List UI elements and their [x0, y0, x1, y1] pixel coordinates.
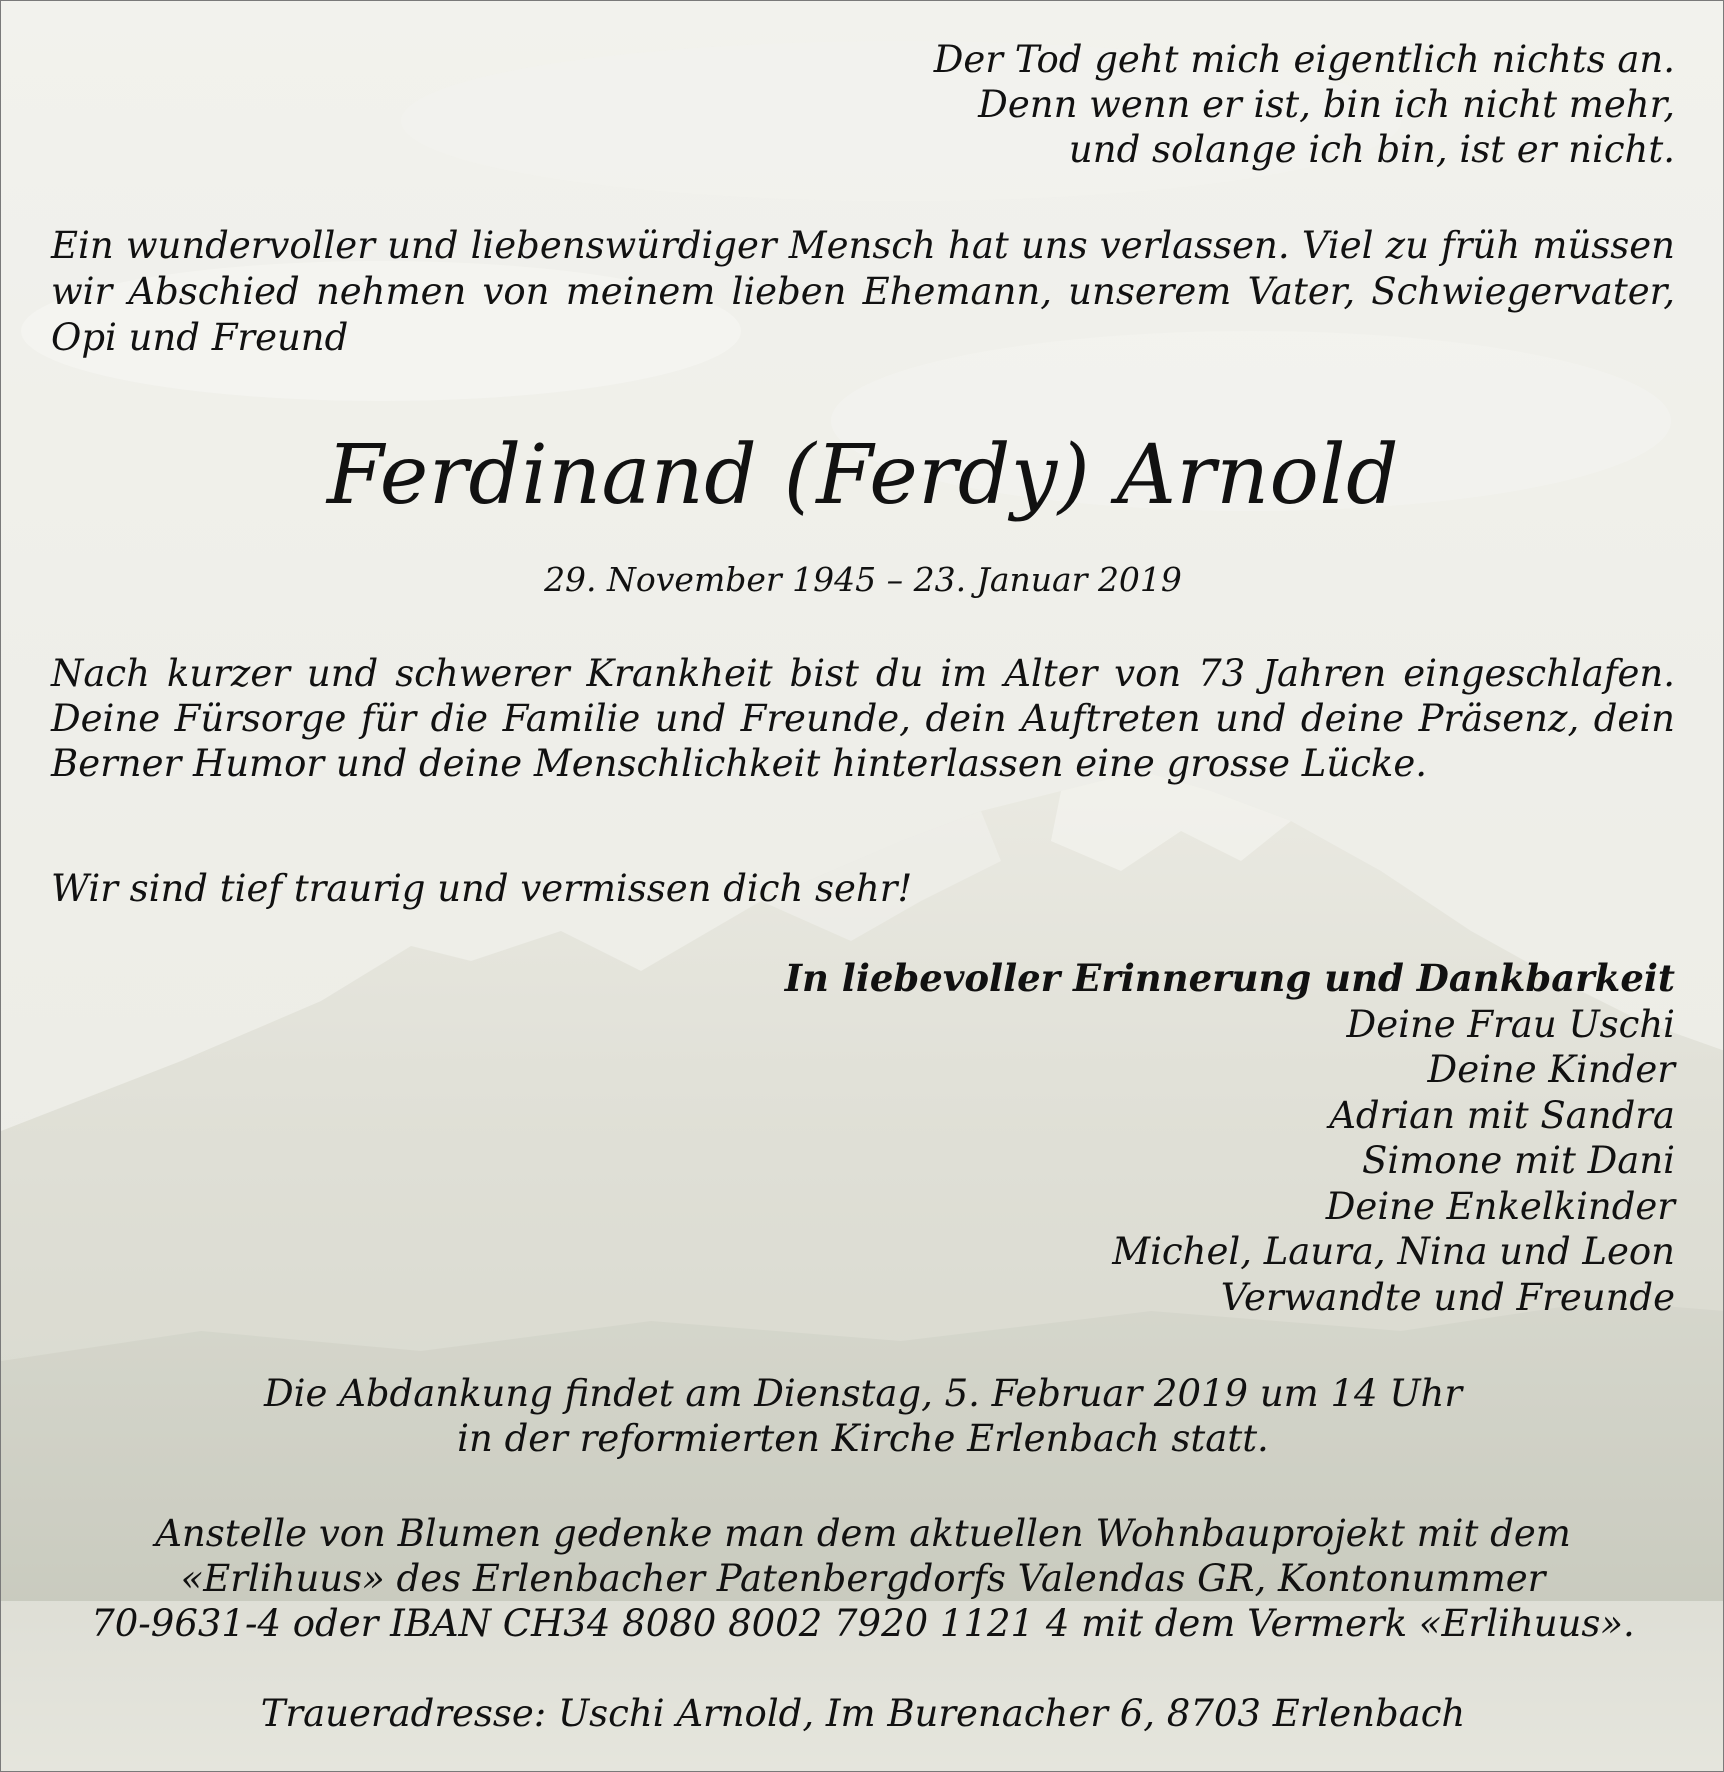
mourners-list	[51, 956, 1675, 1320]
mourner-name: Deine Kinder	[1427, 1048, 1675, 1091]
service-line: Die Abdankung findet am Dienstag, 5. Februar 2019 um 14 Uhr	[263, 1372, 1463, 1415]
quote-line: Der Tod geht mich eigentlich nichts an.	[933, 38, 1675, 81]
donation-line: «Erlihuus» des Erlenbacher Patenbergdorfs Valendas GR, Kontonummer	[180, 1557, 1546, 1600]
mourner-name: Simone mit Dani	[1362, 1139, 1675, 1182]
donation-info	[51, 1511, 1675, 1646]
donation-line: 70-9631-4 oder IBAN CH34 8080 8002 7920 1121 4 mit dem Vermerk «Erlihuus».	[91, 1602, 1635, 1645]
deceased-name: Ferdinand (Ferdy) Arnold	[326, 428, 1400, 523]
mourner-name: Adrian mit Sandra	[1329, 1093, 1675, 1137]
mourner-name: Deine Enkelkinder	[1325, 1184, 1675, 1228]
mourner-name: Verwandte und Freunde	[1220, 1275, 1675, 1319]
funeral-service-info	[51, 1371, 1675, 1461]
mourning-address: Traueradresse: Uschi Arnold, Im Burenacher 6, 8703 Erlenbach	[260, 1692, 1466, 1735]
mourner-name: Michel, Laura, Nina und Leon	[1112, 1230, 1675, 1273]
mourners-heading: In liebevoller Erinnerung und Dankbarkeit	[784, 956, 1675, 1000]
donation-line: Anstelle von Blumen gedenke man dem aktuellen Wohnbauprojekt mit dem	[155, 1512, 1571, 1555]
quote	[51, 37, 1675, 172]
notice-content	[51, 1, 1675, 1772]
mourner-name: Deine Frau Uschi	[1346, 1002, 1675, 1046]
tribute-paragraph: Nach kurzer und schwerer Krankheit bist du im Alter von 73 Jahren eingeschlafen. Deine Fürsorge für die Familie und Freunde, dein Auftreten und deine Präsenz, dein Berner Humor und deine Menschlichkeit hinterlassen eine grosse Lücke.	[51, 652, 1675, 785]
grief-line: Wir sind tief traurig und vermissen dich sehr!	[51, 867, 913, 910]
intro-text: Ein wundervoller und liebenswürdiger Mensch hat uns verlassen. Viel zu früh müssen wir Abschied nehmen von meinem lieben Ehemann, unserem Vater, Schwiegervater, Opi und Freund	[51, 224, 1675, 359]
life-dates: 29. November 1945 – 23. Januar 2019	[544, 560, 1182, 599]
service-line: in der reformierten Kirche Erlenbach statt.	[457, 1417, 1269, 1460]
quote-line: Denn wenn er ist, bin ich nicht mehr,	[978, 83, 1675, 126]
quote-line: und solange ich bin, ist er nicht.	[1068, 128, 1675, 171]
